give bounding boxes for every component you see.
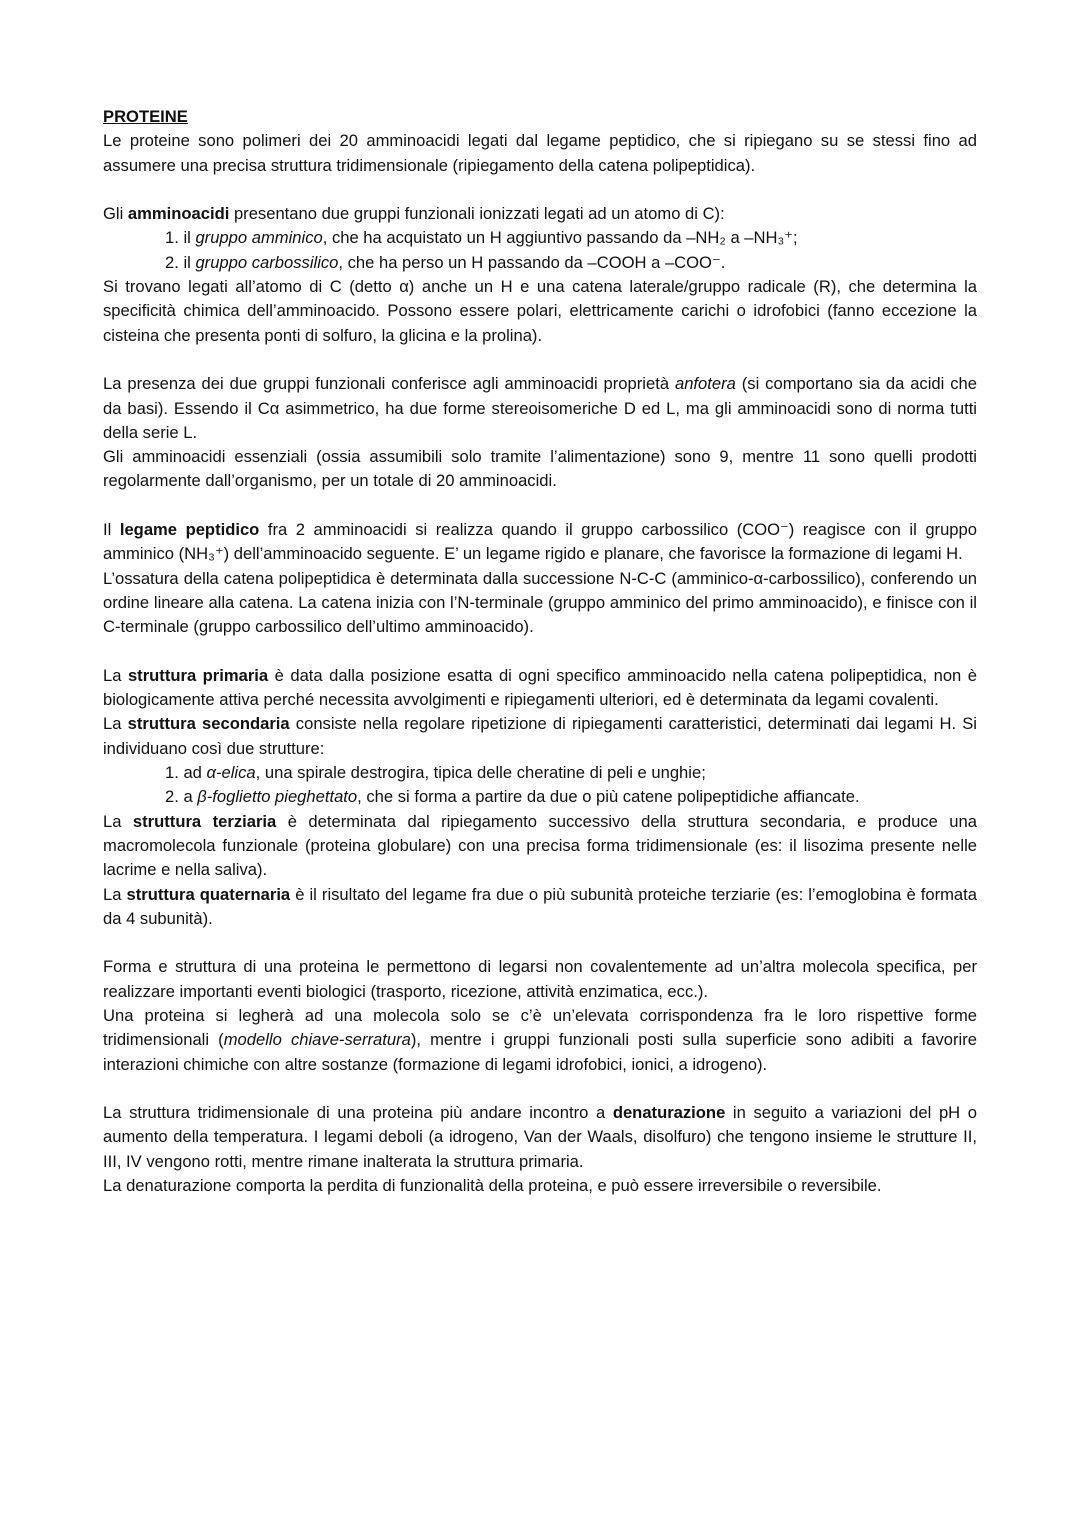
paragraph-essenziali: Gli amminoacidi essenziali (ossia assumibili solo tramite l’alimentazione) sono 9, mentre 11 sono quelli prodotti regolarmente dall’organismo, per un totale di 20 amminoacidi.: [103, 447, 977, 491]
paragraph-ossatura: L’ossatura della catena polipeptidica è determinata dalla successione N-C-C (amminico-α-carbossilico), conferendo un ordine lineare alla catena. La catena inizia con l’N-terminale (gruppo amminico del primo amminoacido), e finisce con il C-terminale (gruppo carbossilico dell’ultimo amminoacido).: [103, 568, 977, 637]
text-run: presentano due gruppi funzionali ionizzati legati ad un atomo di C):: [229, 204, 725, 224]
paragraph-gap: [103, 178, 977, 202]
text-run: Il: [103, 520, 120, 540]
text-run: in seguito a variazioni del pH o aumento della temperatura. I legami deboli (a idrogeno, Van der Waals, disolfuro) che tengono insieme le strutture II, III, IV vengono rotti, mentre rimane inalterata la struttura primaria.: [103, 1103, 978, 1171]
paragraph-amminoacidi: [103, 202, 977, 226]
text-run: , che ha perso un H passando da –COOH a –COO⁻.: [338, 252, 726, 272]
bold-term: denaturazione: [612, 1103, 726, 1123]
bold-term: struttura quaternaria: [126, 884, 291, 904]
text-run: La: [103, 714, 128, 734]
italic-term: β-foglietto pieghettato: [197, 787, 358, 807]
paragraph-catena-laterale: Si trovano legati all’atomo di C (detto α) anche un H e una catena laterale/gruppo radicale (R), che determina la specificità chimica dell’amminoacido. Possono essere polari, elettricamente carichi o idrofobici (fanno eccezione la cisteina che presenta ponti di solfuro, la glicina e la prolina).: [103, 277, 977, 345]
list-item: [165, 251, 977, 275]
paragraph-struttura-primaria: [103, 664, 977, 713]
paragraph-forma-struttura: Forma e struttura di una proteina le permettono di legarsi non covalentemente ad un’altra molecola specifica, per realizzare importanti eventi biologici (trasporto, ricezione, attività enzimatica, ecc.).: [103, 957, 977, 1001]
text-run: è il risultato del legame fra due o più subunità proteiche terziarie (es: l’emoglobina è formata da 4 subunità).: [103, 884, 977, 928]
paragraph-anfotera: [103, 372, 977, 445]
bold-term: struttura secondaria: [127, 714, 290, 734]
text-run: Una proteina si legherà ad una molecola solo se c’è un’elevata corrispondenza fra le loro rispettive forme tridimensionali (: [103, 1005, 977, 1050]
text-run: , che si forma a partire da due o più catene polipeptidiche affiancate.: [357, 787, 860, 807]
bold-term: struttura terziaria: [132, 811, 277, 831]
list-item: [165, 785, 977, 809]
text-run: Gli: [103, 204, 128, 224]
paragraph-struttura-secondaria: [103, 712, 977, 761]
text-run: , che ha acquistato un H aggiuntivo passando da –NH₂ a –NH₃⁺;: [322, 228, 798, 248]
paragraph-denaturazione: [103, 1101, 977, 1174]
paragraph-denaturazione-conclusione: La denaturazione comporta la perdita di funzionalità della proteina, e può essere irreversibile o reversibile.: [103, 1176, 882, 1196]
text-run: è determinata dal ripiegamento successivo della struttura secondaria, e produce una macromolecola funzionale (proteina globulare) con una precisa forma tridimensionale (es: il lisozima presente nelle lacrime e nella saliva).: [103, 811, 977, 880]
bold-term: struttura primaria: [127, 665, 269, 685]
italic-term: gruppo carbossilico: [195, 252, 339, 272]
list-item: [165, 761, 977, 785]
text-run: 2. a: [165, 787, 198, 807]
paragraph-gap: [103, 640, 977, 664]
paragraph-intro: Le proteine sono polimeri dei 20 amminoacidi legati dal legame peptidico, che si ripiegano su se stessi fino ad assumere una precisa struttura tridimensionale (ripiegamento della catena polipeptidica).: [103, 131, 977, 175]
paragraph-gap: [103, 931, 977, 955]
text-run: ), mentre i gruppi funzionali posti sulla superficie sono adibiti a favorire interazioni chimiche con altre sostanze (formazione di legami idrofobici, ionici, a idrogeno).: [103, 1030, 977, 1074]
paragraph-gap: [103, 348, 977, 372]
document-body: [103, 105, 977, 1198]
list-item: [165, 226, 977, 250]
paragraph-gap: [103, 494, 977, 518]
paragraph-struttura-terziaria: [103, 810, 977, 883]
italic-term: gruppo amminico: [195, 228, 323, 248]
text-run: La: [103, 811, 133, 831]
text-run: fra 2 amminoacidi si realizza quando il gruppo carbossilico (COO⁻) reagisce con il gruppo amminico (NH₃⁺) dell’amminoacido seguente. E’ un legame rigido e planare, che favorisce la formazione di legami H.: [103, 520, 977, 564]
text-run: 2. il: [165, 252, 196, 272]
italic-term: α-elica: [206, 763, 256, 783]
italic-term: modello chiave-serratura: [223, 1030, 411, 1050]
text-run: consiste nella regolare ripetizione di ripiegamenti caratteristici, determinati dai legami H. Si individuano così due strutture:: [103, 714, 977, 758]
text-run: (si comportano sia da acidi che da basi). Essendo il Cα asimmetrico, ha due forme stereoisomeriche D ed L, ma gli amminoacidi sono di norma tutti della serie L.: [103, 374, 977, 442]
text-run: 1. il: [165, 228, 196, 248]
text-run: La: [103, 884, 127, 904]
page-title: PROTEINE: [103, 107, 188, 126]
paragraph-struttura-quaternaria: [103, 883, 977, 932]
text-run: La: [103, 665, 128, 685]
text-run: è data dalla posizione esatta di ogni specifico amminoacido nella catena polipeptidica, non è biologicamente attiva perché necessita avvolgimenti e ripiegamenti ulteriori, ed è determinata da legami covalenti.: [103, 665, 978, 710]
text-run: 1. ad: [165, 763, 207, 783]
text-run: , una spirale destrogira, tipica delle cheratine di peli e unghie;: [255, 763, 706, 783]
bold-term: amminoacidi: [127, 204, 230, 224]
italic-term: anfotera: [674, 374, 736, 394]
text-run: La struttura tridimensionale di una proteina più andare incontro a: [103, 1103, 613, 1123]
text-run: La presenza dei due gruppi funzionali conferisce agli amminoacidi proprietà: [103, 374, 675, 394]
paragraph-gap: [103, 1077, 977, 1101]
paragraph-chiave-serratura: [103, 1004, 977, 1077]
bold-term: legame peptidico: [119, 520, 260, 540]
paragraph-legame-peptidico: [103, 518, 977, 567]
